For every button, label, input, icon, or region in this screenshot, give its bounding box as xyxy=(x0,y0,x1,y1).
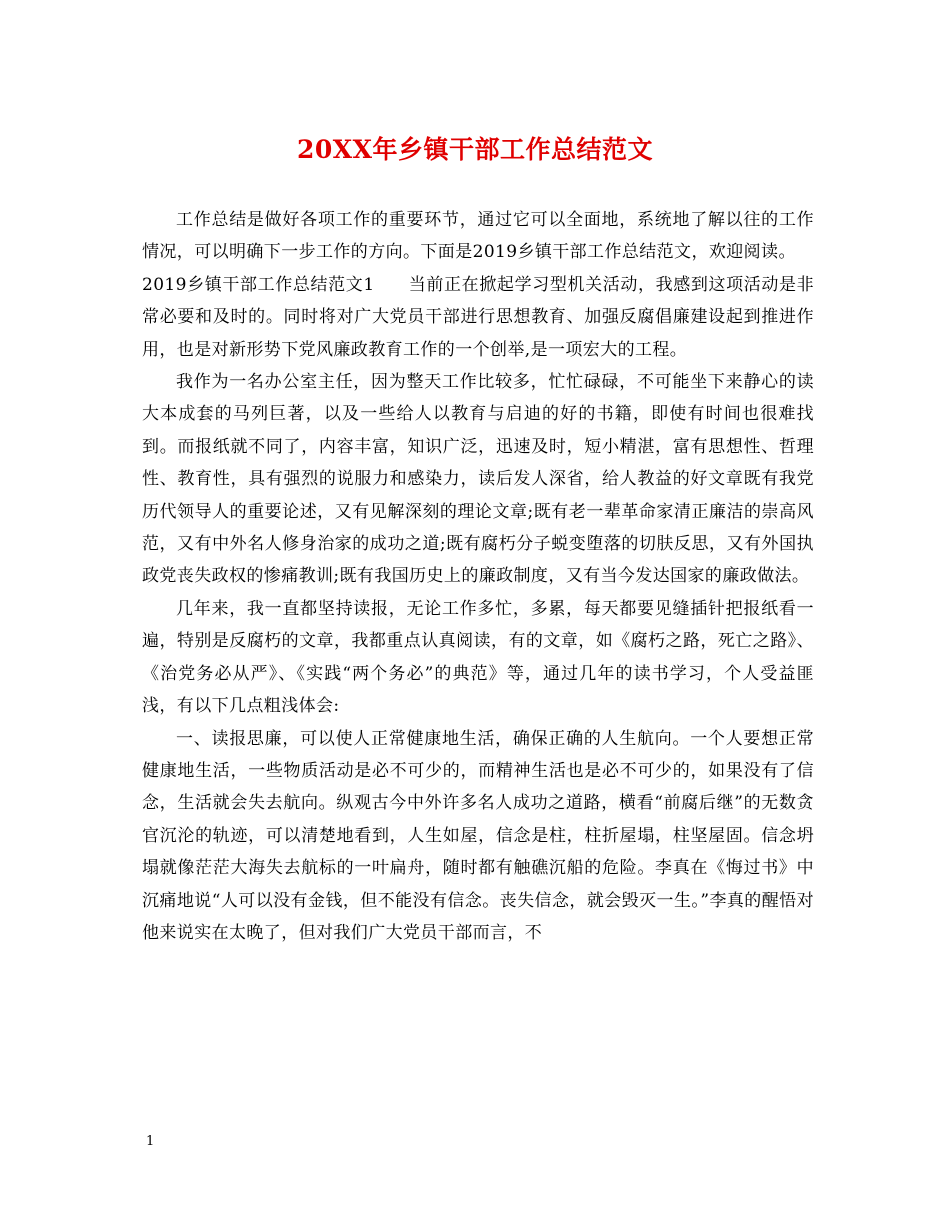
document-body xyxy=(142,204,814,949)
body-paragraph-3: 几年来，我一直都坚持读报，无论工作多忙，多累，每天都要见缝插针把报纸看一遍，特别是反腐朽的文章，我都重点认真阅读，有的文章，如《腐朽之路，死亡之路》、《治党务必从严》、《实践“两个务必”的典范》等，通过几年的读书学习，个人受益匪浅，有以下几点粗浅体会: xyxy=(142,598,814,717)
section-1-text: 当前正在掀起学习型机关活动，我感到这项活动是非常必要和及时的。同时将对广大党员干部进行思想教育、加强反腐倡廉建设起到推进作用，也是对新形势下党风廉政教育工作的一个创举,是一项宏大的工程。 xyxy=(142,274,814,360)
body-paragraph-4: 一、读报思廉，可以使人正常健康地生活，确保正确的人生航向。一个人要想正常健康地生活，一些物质活动是必不可少的，而精神生活也是必不可少的，如果没有了信念，生活就会失去航向。纵观古今中外许多名人成功之道路，横看“前腐后继”的无数贪官沉沦的轨迹，可以清楚地看到，人生如屋，信念是柱，柱折屋塌，柱坚屋固。信念坍塌就像茫茫大海失去航标的一叶扁舟，随时都有触礁沉船的危险。李真在《悔过书》中沉痛地说“人可以没有金钱，但不能没有信念。丧失信念，就会毁灭一生。”李真的醒悟对他来说实在太晚了，但对我们广大党员干部而言，不 xyxy=(142,728,814,943)
section-1-paragraph xyxy=(142,269,814,366)
intro-paragraph: 工作总结是做好各项工作的重要环节，通过它可以全面地，系统地了解以往的工作情况，可以明确下一步工作的方向。下面是2019乡镇干部工作总结范文，欢迎阅读。 xyxy=(142,210,814,263)
page-number: 1 xyxy=(146,1134,155,1149)
body-paragraph-2: 我作为一名办公室主任，因为整天工作比较多，忙忙碌碌，不可能坐下来静心的读大本成套的马列巨著，以及一些给人以教育与启迪的好的书籍，即使有时间也很难找到。而报纸就不同了，内容丰富，知识广泛，迅速及时，短小精湛，富有思想性、哲理性、教育性，具有强烈的说服力和感染力，读后发人深省，给人教益的好文章既有我党历代领导人的重要论述，又有见解深刻的理论文章;既有老一辈革命家清正廉洁的崇高风范，又有中外名人修身治家的成功之道;既有腐朽分子蜕变堕落的切肤反思，又有外国执政党丧失政权的惨痛教训;既有我国历史上的廉政制度，又有当今发达国家的廉政做法。 xyxy=(142,372,814,587)
section-1-heading: 2019乡镇干部工作总结范文1 xyxy=(142,274,375,295)
document-title: 20XX年乡镇干部工作总结范文 xyxy=(296,135,654,164)
